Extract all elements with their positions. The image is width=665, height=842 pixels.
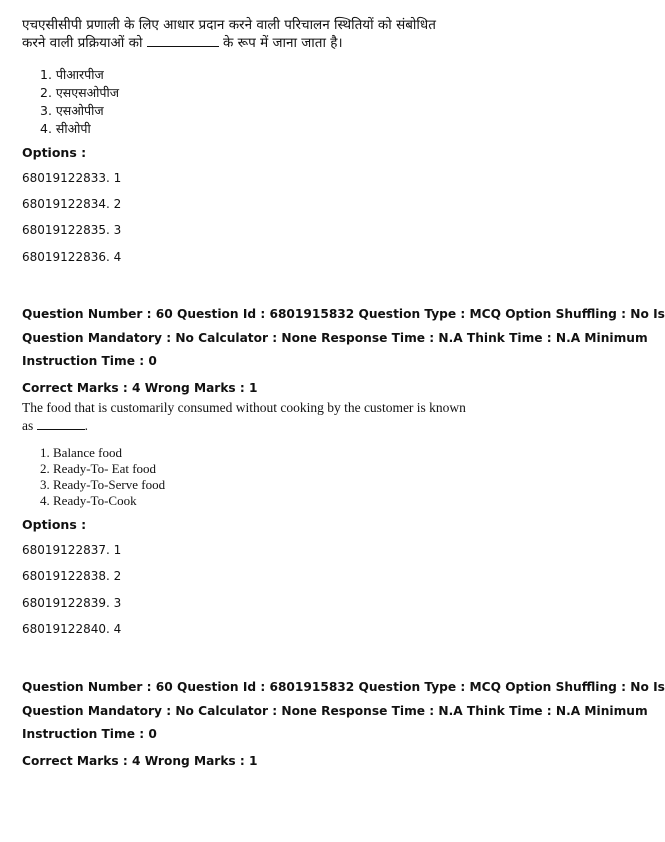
option-id: 68019122836. 4 — [22, 250, 122, 264]
list-item: 4. सीओपी — [40, 121, 91, 136]
question-line-2: as . — [22, 418, 88, 433]
option-id: 68019122835. 3 — [22, 223, 122, 237]
question-meta: Question Number : 60 Question Id : 6801915832 Question Type : MCQ Option Shuffling : No Is Question Mandatory : No Calculator : None Response Time : N.A Think Time : N.A Minimum Instruction Time : 0 — [22, 307, 665, 368]
hindi-question-text — [22, 16, 585, 52]
question-line-1: The food that is customarily consumed without cooking by the customer is known — [22, 400, 466, 415]
list-item: 2. एसएसओपीज — [40, 85, 120, 100]
answer-blank — [147, 34, 219, 47]
hindi-choice-list — [40, 66, 585, 138]
hindi-question-line-1: एचएसीसीपी प्रणाली के लिए आधार प्रदान करने वाली परिचालन स्थितियों को संबोधित — [22, 17, 436, 33]
option-id: 68019122833. 1 — [22, 171, 122, 185]
hindi-question-line-2: करने वाली प्रक्रियाओं को के रूप में जाना जाता है। — [22, 35, 343, 51]
question-meta: Question Number : 60 Question Id : 6801915832 Question Type : MCQ Option Shuffling : No Is Question Mandatory : No Calculator : None Response Time : N.A Think Time : N.A Minimum Instruction Time : 0 — [22, 680, 665, 741]
answer-blank — [37, 417, 85, 430]
option-id: 68019122838. 2 — [22, 569, 122, 583]
english-choice-list — [40, 445, 585, 509]
marks-line: Correct Marks : 4 Wrong Marks : 1 — [22, 381, 258, 395]
option-id: 68019122839. 3 — [22, 596, 122, 610]
option-id: 68019122837. 1 — [22, 543, 122, 557]
list-item: 1. Balance food — [40, 445, 122, 460]
marks-line: Correct Marks : 4 Wrong Marks : 1 — [22, 754, 258, 768]
english-question-text — [22, 399, 585, 435]
list-item: 2. Ready-To- Eat food — [40, 461, 157, 476]
option-id: 68019122834. 2 — [22, 197, 122, 211]
options-label: Options : — [22, 145, 87, 160]
option-id: 68019122840. 4 — [22, 622, 122, 636]
list-item: 3. Ready-To-Serve food — [40, 477, 166, 492]
list-item: 3. एसओपीज — [40, 103, 104, 118]
options-label: Options : — [22, 517, 87, 532]
list-item: 4. Ready-To-Cook — [40, 493, 137, 508]
list-item: 1. पीआरपीज — [40, 67, 104, 82]
